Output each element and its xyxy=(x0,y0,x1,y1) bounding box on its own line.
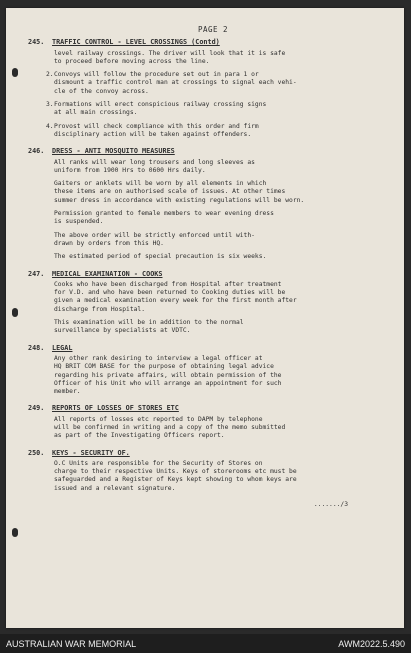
section-heading xyxy=(28,270,398,278)
punch-hole xyxy=(12,68,18,77)
document-body xyxy=(28,26,398,509)
paragraph-text: Cooks who have been discharged from Hospital after treatment for V.D. and who have been returned to Cooking duties will be given a medical examination every week for the first month after discharge from Hospital. xyxy=(54,280,297,313)
order-section xyxy=(28,449,398,493)
paragraph-text: All reports of losses etc reported to DAPM by telephone will be confirmed in writing and a copy of the memo submitted as part of the Investigating Officers report. xyxy=(54,415,286,440)
section-heading xyxy=(28,344,398,352)
footer-reference: AWM2022.5.490 xyxy=(338,638,405,649)
order-section xyxy=(28,404,398,440)
section-paragraph xyxy=(54,210,398,227)
section-paragraph xyxy=(54,180,398,205)
section-heading xyxy=(28,449,398,457)
punch-hole xyxy=(12,528,18,537)
section-number: 249. xyxy=(28,404,45,413)
section-paragraph xyxy=(54,253,398,261)
section-title: LEGAL xyxy=(52,343,73,352)
section-paragraph xyxy=(54,416,398,441)
section-paragraph xyxy=(46,71,398,96)
section-number: 248. xyxy=(28,343,45,352)
order-section xyxy=(28,270,398,336)
section-paragraph xyxy=(54,232,398,249)
continuation-marker: ......./3 xyxy=(313,501,348,509)
paragraph-number: 3. xyxy=(46,101,54,109)
paragraph-number: 2. xyxy=(46,71,54,79)
section-paragraph xyxy=(54,281,398,314)
order-section xyxy=(28,147,398,261)
section-paragraph xyxy=(46,122,398,140)
punch-hole xyxy=(12,308,18,317)
section-paragraph xyxy=(54,50,398,67)
section-heading xyxy=(28,38,398,46)
section-number: 250. xyxy=(28,448,45,457)
footer-institution: AUSTRALIAN WAR MEMORIAL xyxy=(6,638,137,649)
section-number: 245. xyxy=(28,38,45,47)
order-section xyxy=(28,38,398,139)
paragraph-text: Convoys will follow the procedure set out in para 1 or dismount a traffic control man at crossings to signal each vehi- cle of the convoy across. xyxy=(54,71,297,95)
paragraph-text: Permission granted to female members to wear evening dress is suspended. xyxy=(54,210,274,226)
paragraph-text: Provost will check compliance with this order and firm disciplinary action will be taken against offenders. xyxy=(54,122,259,138)
section-number: 246. xyxy=(28,147,45,156)
paragraph-text: Formations will erect conspicious railway crossing signs at all main crossings. xyxy=(54,101,267,117)
order-section xyxy=(28,344,398,397)
section-paragraph xyxy=(54,319,398,336)
paragraph-text: O.C Units are responsible for the Security of Stores on charge to their respective Units. Keys of storerooms etc must be safeguarded and a Register of Keys kept showing to whom keys are issued and a relevant signature. xyxy=(54,459,297,492)
section-title: TRAFFIC CONTROL - LEVEL CROSSINGS (Contd) xyxy=(52,38,220,47)
section-heading xyxy=(28,147,398,155)
paragraph-text: This examination will be in addition to the normal surveillance by specialists at VDTC. xyxy=(54,319,244,335)
paragraph-text: Gaiters or anklets will be worn by all elements in which these items are on authorised scale of issues. At other times summer dress in accordance with existing regulations will be worn. xyxy=(54,180,305,204)
paragraph-text: All ranks will wear long trousers and long sleeves as uniform from 1900 Hrs to 0600 Hrs daily. xyxy=(54,158,255,174)
section-title: DRESS - ANTI MOSQUITO MEASURES xyxy=(52,147,175,156)
section-paragraph xyxy=(54,355,398,396)
paragraph-text: The above order will be strictly enforced until with- drawn by orders from this HQ. xyxy=(54,231,255,247)
paragraph-text: The estimated period of special precaution is six weeks. xyxy=(54,253,267,261)
section-paragraph xyxy=(46,101,398,118)
paragraph-number: 4. xyxy=(46,122,54,130)
section-title: MEDICAL EXAMINATION - COOKS xyxy=(52,269,163,278)
section-number: 247. xyxy=(28,269,45,278)
document-page xyxy=(6,8,404,628)
paragraph-text: Any other rank desiring to interview a legal officer at HQ BRIT COM BASE for the purpose of obtaining legal advice regarding his private affairs, will obtain permission of the Officer of his Unit who will arrange an appointment for such member. xyxy=(54,354,282,396)
archive-footer xyxy=(0,634,411,653)
section-paragraph xyxy=(54,460,398,493)
paragraph-text: level railway crossings. The driver will look that it is safe to proceed before moving across the line. xyxy=(54,49,286,65)
section-title: KEYS - SECURITY OF. xyxy=(52,448,130,457)
sections-container xyxy=(28,38,398,493)
section-heading xyxy=(28,404,398,412)
page-number: PAGE 2 xyxy=(197,25,229,34)
section-paragraph xyxy=(54,159,398,176)
section-title: REPORTS OF LOSSES OF STORES ETC xyxy=(52,404,179,413)
